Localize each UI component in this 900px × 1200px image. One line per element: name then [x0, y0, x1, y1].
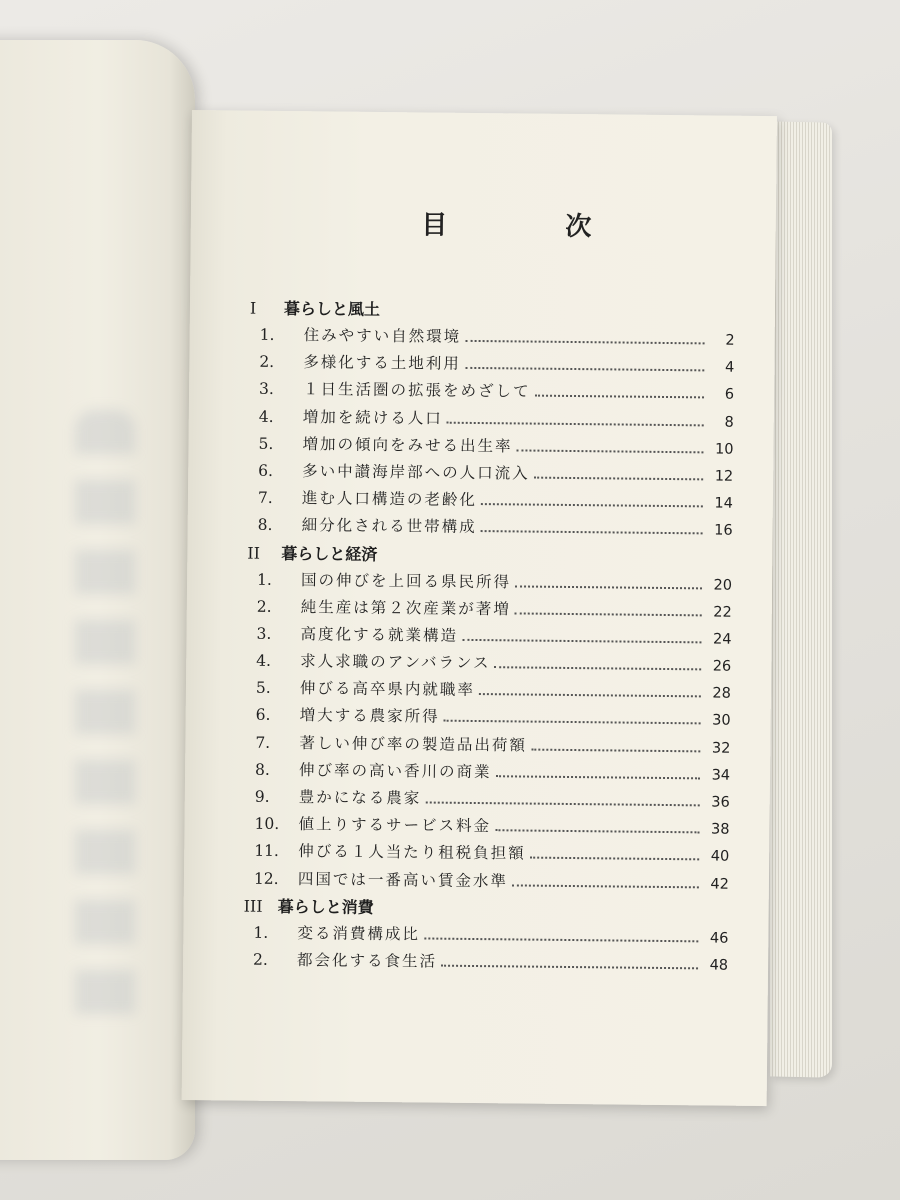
dot-leader	[495, 829, 699, 833]
page-number: 6	[724, 386, 735, 404]
page-number: 34	[711, 767, 731, 784]
page-number: 24	[712, 631, 732, 648]
entry-title: 値上りするサービス料金	[298, 815, 492, 836]
dot-leader	[531, 748, 700, 752]
entry-title: 高度化する就業構造	[300, 625, 459, 645]
entry-title: 伸び率の高い香川の商業	[299, 760, 492, 781]
show-through-print	[75, 410, 135, 1030]
entry-number: 5.	[258, 434, 274, 453]
page-number: 28	[712, 685, 731, 702]
entry-title: 著しい伸び率の製造品出荷額	[299, 733, 527, 755]
dot-leader	[535, 395, 704, 399]
dot-leader	[465, 340, 704, 345]
entry-number: 12.	[253, 869, 279, 888]
section-title: 暮らしと消費	[277, 896, 374, 917]
section-numeral: II	[247, 543, 261, 563]
section-numeral: I	[249, 298, 257, 318]
page-number: 38	[710, 821, 730, 838]
page-number: 12	[714, 468, 734, 485]
entry-number: 4.	[258, 407, 274, 426]
dot-leader	[425, 801, 699, 806]
entry-number: 1.	[253, 923, 269, 942]
entry-number: 9.	[254, 787, 270, 806]
entry-title: 都会化する食生活	[297, 951, 438, 971]
entry-title: 多い中讃海岸部への人口流入	[302, 462, 530, 483]
entry-title: 細分化される世帯構成	[301, 516, 477, 537]
entry-number: 3.	[258, 380, 274, 399]
entry-title: 多様化する土地利用	[303, 353, 461, 374]
page-title: 目 次	[421, 210, 638, 243]
page-number: 32	[711, 740, 731, 757]
toc-entry	[243, 947, 728, 979]
dot-leader	[424, 937, 698, 942]
page-number: 16	[714, 522, 733, 539]
entry-number: 2.	[253, 950, 268, 969]
table-of-contents	[243, 295, 735, 979]
entry-title: 国の伸びを上回る県民所得	[300, 570, 512, 591]
entry-title: 四国では一番高い賃金水準	[297, 869, 509, 890]
toc-entry	[248, 512, 733, 544]
entry-title: 住みやすい自然環境	[303, 326, 462, 346]
page-edges	[770, 121, 832, 1077]
dot-leader	[516, 449, 703, 453]
entry-title: 求人求職のアンバランス	[300, 652, 491, 673]
page-number: 10	[714, 441, 734, 458]
page-number: 30	[712, 712, 731, 730]
entry-number: 5.	[255, 678, 271, 698]
entry-number: 6.	[255, 706, 271, 725]
entry-number: 8.	[257, 516, 273, 535]
entry-number: 3.	[256, 624, 272, 643]
section-title: 暮らしと経済	[281, 543, 378, 564]
entry-number: 6.	[258, 461, 274, 480]
entry-number: 2.	[256, 597, 272, 616]
page-number: 48	[709, 957, 729, 974]
entry-number: 1.	[259, 325, 275, 344]
dot-leader	[512, 884, 699, 888]
page-number: 42	[710, 876, 730, 893]
dot-leader	[447, 421, 704, 426]
facing-page	[0, 40, 195, 1160]
dot-leader	[534, 477, 703, 481]
entry-number: 10.	[254, 814, 280, 834]
entry-title: 変る消費構成比	[297, 923, 420, 944]
page-number: 46	[709, 930, 729, 947]
dot-leader	[462, 639, 701, 644]
entry-title: 増加の傾向をみせる出生率	[302, 434, 513, 456]
entry-title: 増加を続ける人口	[302, 407, 443, 428]
entry-title: 伸びる高卒県内就職率	[299, 679, 476, 700]
page-number: 14	[714, 495, 733, 512]
dot-leader	[495, 666, 702, 670]
toc-page	[182, 110, 777, 1106]
page-number: 36	[711, 794, 730, 811]
page-number: 40	[710, 848, 730, 866]
dot-leader	[515, 612, 702, 616]
page-number: 22	[713, 604, 732, 621]
entry-number: 11.	[254, 842, 279, 861]
section-numeral: III	[243, 896, 263, 916]
dot-leader	[479, 693, 701, 697]
entry-number: 1.	[256, 570, 272, 589]
section-title: 暮らしと風土	[283, 298, 381, 319]
entry-title: 増大する農家所得	[299, 706, 440, 727]
dot-leader	[496, 775, 700, 779]
dot-leader	[444, 720, 701, 725]
page-number: 4	[725, 359, 735, 376]
entry-number: 7.	[255, 733, 271, 752]
entry-title: 豊かになる農家	[298, 788, 422, 808]
page-number: 2	[725, 332, 735, 349]
entry-number: 8.	[255, 760, 270, 779]
entry-title: １日生活圏の拡張をめざして	[302, 380, 531, 401]
dot-leader	[481, 503, 703, 507]
dot-leader	[481, 530, 703, 534]
page-number: 26	[712, 658, 732, 675]
dot-leader	[441, 965, 698, 970]
entry-title: 進む人口構造の老齢化	[301, 489, 478, 510]
entry-number: 7.	[257, 488, 273, 507]
entry-title: 純生産は第２次産業が著増	[300, 597, 511, 619]
page-number: 20	[713, 576, 733, 594]
entry-title: 伸びる１人当たり租税負担額	[298, 842, 526, 863]
dot-leader	[465, 367, 704, 372]
entry-number: 4.	[256, 651, 272, 670]
dot-leader	[515, 585, 702, 589]
page-number: 8	[724, 414, 734, 431]
entry-number: 2.	[259, 352, 275, 372]
dot-leader	[530, 857, 699, 861]
